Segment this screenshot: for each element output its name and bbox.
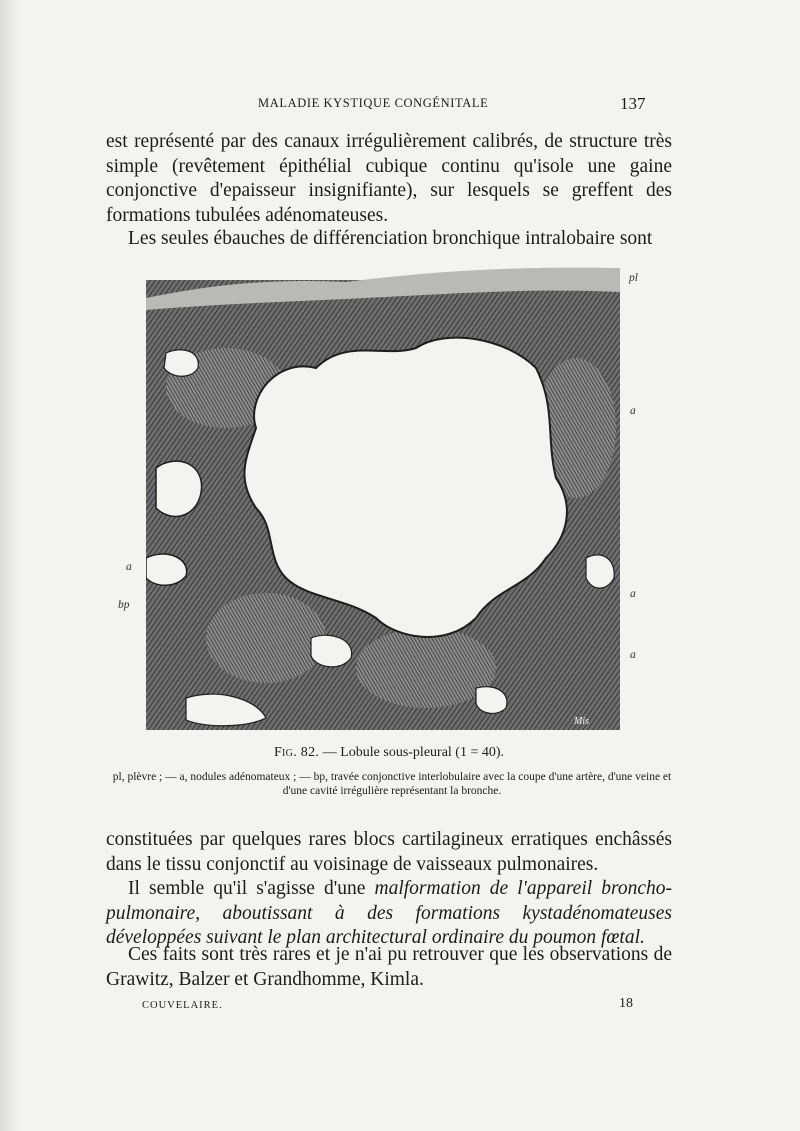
paragraph-5: Ces faits sont très rares et je n'ai pu retrouver que les observations de Grawitz, Balzer et Grandhomme, Kimla.: [106, 944, 672, 990]
figure-label-septum: bp: [118, 599, 130, 611]
footer-signature: 18: [619, 996, 633, 1011]
figure-title: — Lobule sous-pleural (1 = 40).: [319, 745, 505, 760]
page-edge-shadow: [0, 0, 20, 1131]
small-cavity: [586, 555, 614, 588]
small-cavity: [156, 461, 202, 516]
histology-figure: [146, 258, 620, 734]
paragraph-1: est représenté par des canaux irrégulièrement calibrés, de structure très simple (revêtement épithélial cubique continu qu'isole une gaine conjonctive d'epaisseur insignifiante), sur lesquels se greffent des formations tubulées adénomateuses.: [106, 131, 672, 226]
figure-label-nodule: a: [630, 649, 636, 661]
footer-author: COUVELAIRE.: [142, 1000, 223, 1011]
small-cavity: [146, 554, 187, 585]
histology-engraving: [146, 258, 620, 734]
paragraph-4-italic: malformation de l'appareil broncho-pulmonaire, aboutissant à des formations kystadénomateuses développées suivant le plan architectural ordinaire du poumon fœtal.: [106, 878, 673, 948]
adenomatous-nodule: [356, 628, 496, 708]
engraver-signature: Mis: [574, 716, 589, 727]
figure-label-nodule: a: [630, 588, 636, 600]
paragraph-3: constituées par quelques rares blocs cartilagineux erratiques enchâssés dans le tissu conjonctif au voisinage de vaisseaux pulmonaires.: [106, 829, 672, 875]
figure-number: Fig. 82.: [273, 745, 320, 760]
running-head: MALADIE KYSTIQUE CONGÉNITALE: [258, 96, 489, 110]
bronchial-septum: [206, 593, 326, 683]
paragraph-4: [106, 877, 672, 951]
page-number: 137: [620, 94, 646, 113]
paragraph-4-start: Il semble qu'il s'agisse d'une: [128, 878, 375, 899]
small-cavity: [164, 350, 198, 377]
paragraph-2: Les seules ébauches de différenciation bronchique intralobaire sont: [128, 228, 653, 249]
figure-label-nodule: a: [630, 405, 636, 417]
figure-label-nodule: a: [126, 561, 132, 573]
figure-label-pleura: pl: [629, 272, 638, 284]
figure-caption: [106, 745, 672, 761]
figure-legend: pl, plèvre ; — a, nodules adénomateux ; — bp, travée conjonctive interlobulaire avec la coupe d'une artère, d'une veine et d'une cavité irrégulière représentant la bronche.: [112, 771, 672, 797]
